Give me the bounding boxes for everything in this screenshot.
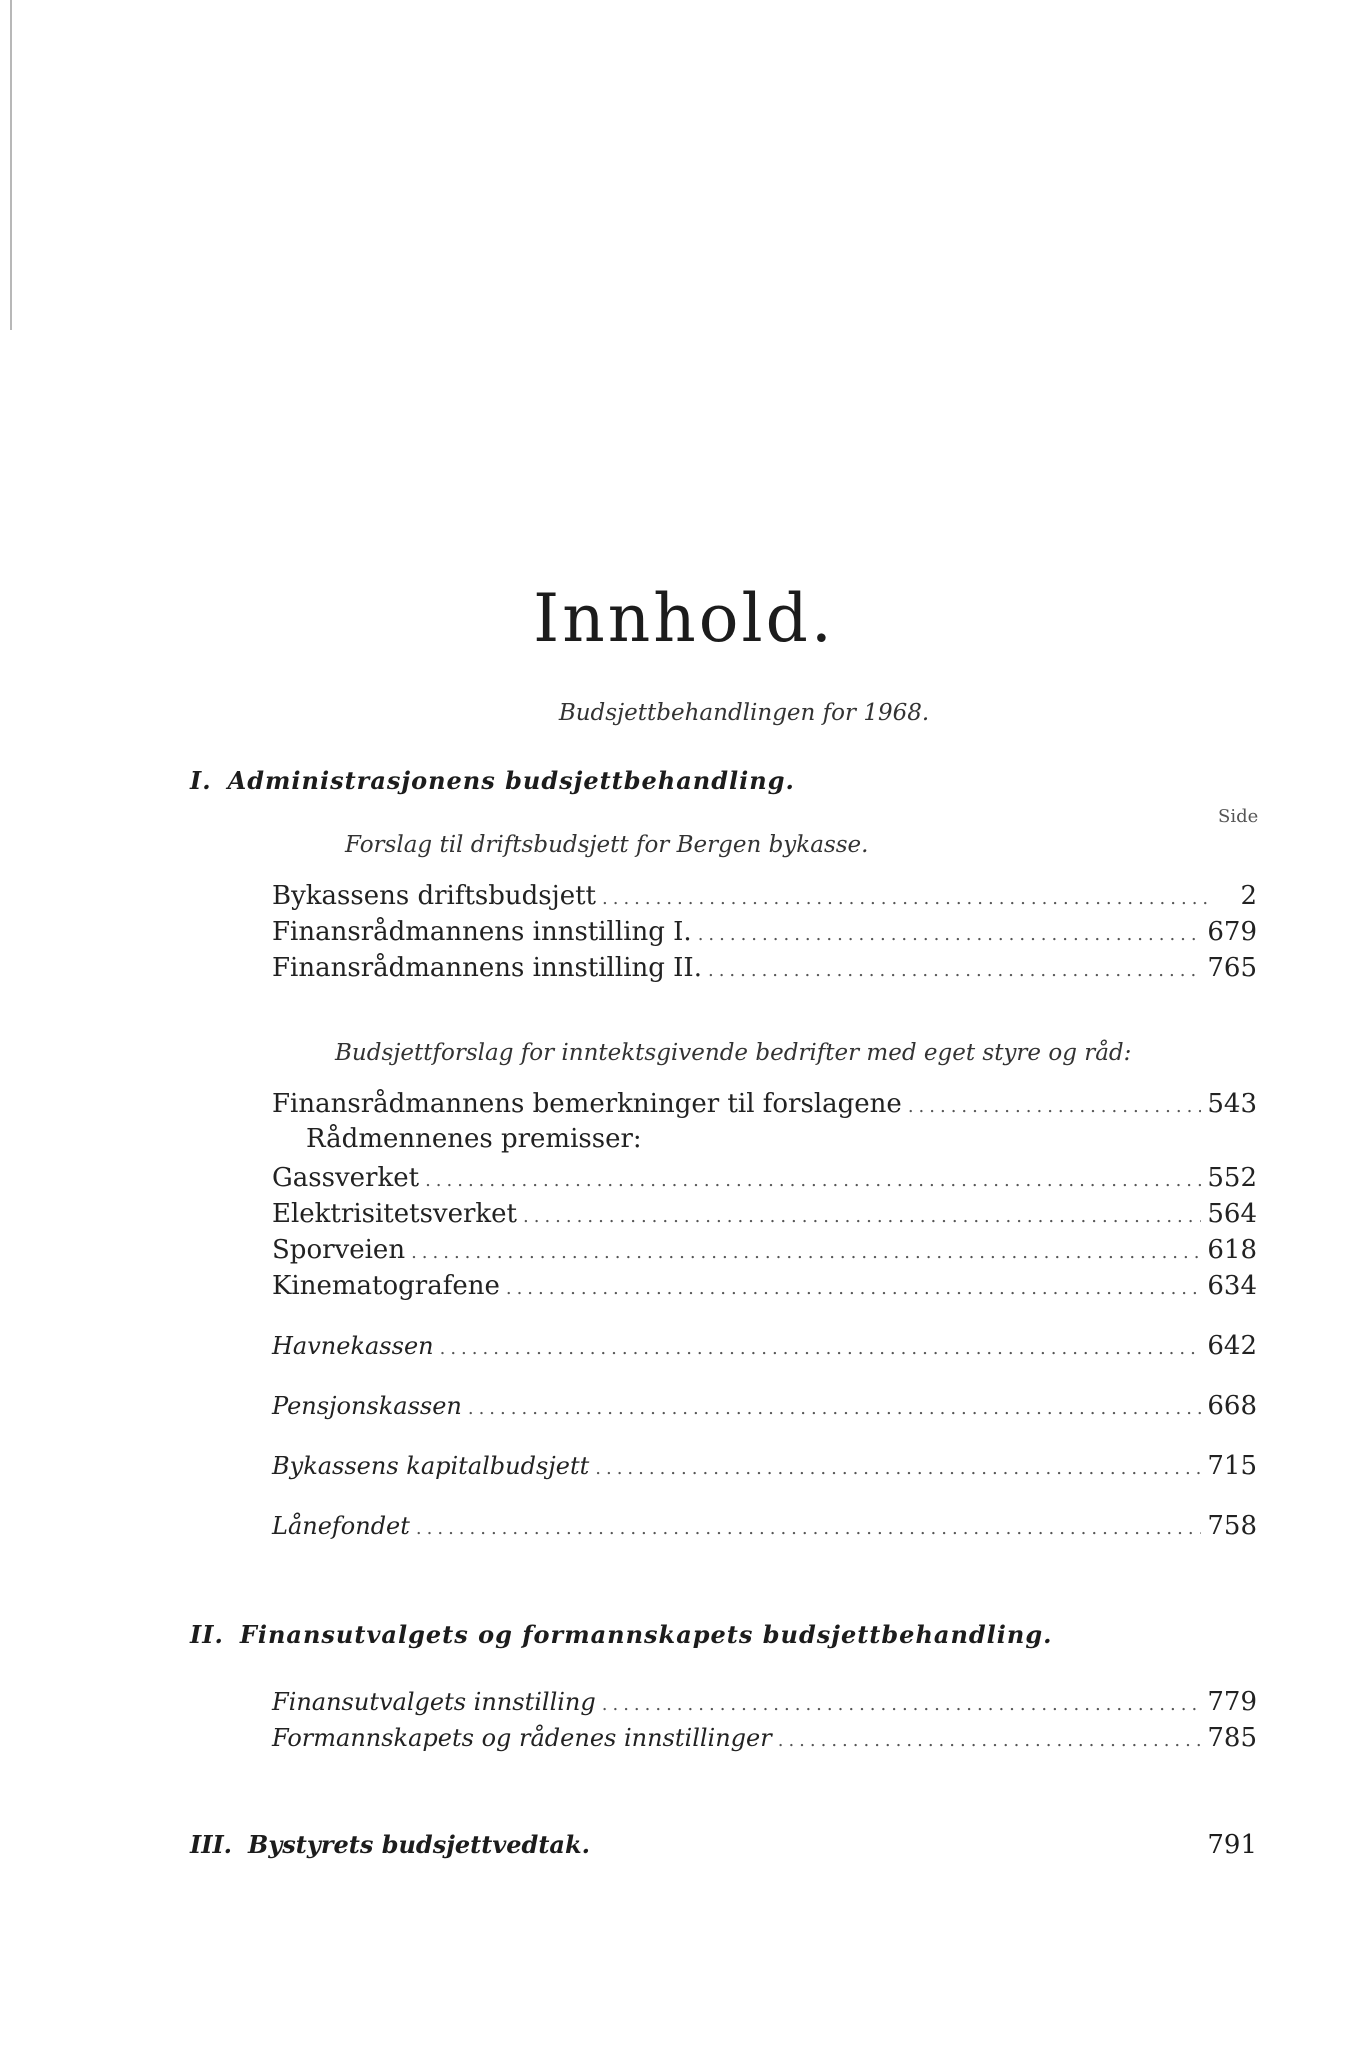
part-3-number: III. bbox=[190, 1830, 233, 1859]
entry-label: Bykassens driftsbudsjett bbox=[272, 881, 596, 911]
leader-dots bbox=[523, 1199, 1201, 1235]
entry-page: 618 bbox=[1207, 1235, 1257, 1265]
part-2-heading bbox=[190, 1620, 1053, 1649]
entry-label: Elektrisitetsverket bbox=[272, 1199, 518, 1229]
section-2-heading: Budsjettforslag for inntektsgivende bedrifter med eget styre og råd: bbox=[335, 1040, 1132, 1066]
leader-dots bbox=[425, 1163, 1201, 1199]
toc-entry[interactable] bbox=[272, 1196, 1257, 1232]
page-title: Innhold. bbox=[533, 580, 835, 657]
subtitle: Budsjettbehandlingen for 1968. bbox=[558, 700, 930, 726]
section-1-heading: Forslag til driftsbudsjett for Bergen bykasse. bbox=[345, 832, 869, 858]
part-1-number: I. bbox=[190, 766, 212, 795]
entry-label: Finansrådmannens innstilling I. bbox=[272, 917, 692, 947]
entry-label: Kinematografene bbox=[272, 1271, 500, 1301]
toc-entry[interactable] bbox=[272, 1232, 1257, 1268]
leader-dots bbox=[416, 1511, 1201, 1547]
entry-label: Formannskapets og rådenes innstillinger bbox=[272, 1724, 772, 1752]
entry-label: Havnekassen bbox=[272, 1332, 434, 1360]
entry-page: 552 bbox=[1207, 1163, 1257, 1193]
entry-page: 758 bbox=[1207, 1511, 1257, 1541]
scan-edge-line bbox=[10, 0, 12, 330]
entry-label: Finansrådmannens innstilling II. bbox=[272, 953, 702, 983]
toc-entry[interactable] bbox=[272, 1720, 1257, 1756]
entry-page: 779 bbox=[1207, 1687, 1257, 1717]
part-3-title: Bystyrets budsjettvedtak. bbox=[248, 1830, 590, 1859]
entry-label: Bykassens kapitalbudsjett bbox=[272, 1452, 590, 1480]
entry-page: 715 bbox=[1207, 1451, 1257, 1481]
entry-label: Gassverket bbox=[272, 1163, 420, 1193]
part-3-page: 791 bbox=[1207, 1830, 1257, 1860]
entry-label: Finansutvalgets innstilling bbox=[272, 1688, 596, 1716]
subsection-heading: Rådmennenes premisser: bbox=[306, 1124, 642, 1154]
toc-entry[interactable] bbox=[272, 1086, 1257, 1122]
leader-dots bbox=[440, 1331, 1202, 1367]
toc-entry[interactable] bbox=[272, 1268, 1257, 1304]
entry-page: 634 bbox=[1207, 1271, 1257, 1301]
part-2-number: II. bbox=[190, 1620, 224, 1649]
entry-label: Finansrådmannens bemerkninger til forslagene bbox=[272, 1089, 902, 1119]
entry-label: Lånefondet bbox=[272, 1512, 410, 1540]
part-2-title: Finansutvalgets og formannskapets budsjettbehandling. bbox=[239, 1620, 1053, 1649]
entry-page: 668 bbox=[1207, 1391, 1257, 1421]
toc-entry[interactable] bbox=[272, 950, 1257, 986]
part-1-heading bbox=[190, 766, 795, 795]
entry-page: 543 bbox=[1207, 1089, 1257, 1119]
leader-dots bbox=[908, 1089, 1202, 1125]
entry-label: Pensjonskassen bbox=[272, 1392, 462, 1420]
toc-entry[interactable] bbox=[272, 1508, 1257, 1544]
entry-page: 564 bbox=[1207, 1199, 1257, 1229]
entry-page: 785 bbox=[1207, 1723, 1257, 1753]
part-3-heading[interactable] bbox=[190, 1830, 1257, 1860]
toc-entry[interactable] bbox=[272, 1388, 1257, 1424]
leader-dots bbox=[468, 1391, 1202, 1427]
leader-dots bbox=[708, 953, 1201, 989]
entry-page: 2 bbox=[1240, 881, 1257, 911]
side-column-label: Side bbox=[1218, 806, 1259, 827]
leader-dots bbox=[698, 917, 1202, 953]
entry-page: 765 bbox=[1207, 953, 1257, 983]
leader-dots bbox=[778, 1723, 1202, 1759]
leader-dots bbox=[506, 1271, 1202, 1307]
toc-entry[interactable] bbox=[272, 878, 1257, 914]
leader-dots bbox=[595, 1451, 1201, 1487]
toc-entry[interactable] bbox=[272, 1684, 1257, 1720]
toc-entry[interactable] bbox=[272, 1160, 1257, 1196]
entry-page: 679 bbox=[1207, 917, 1257, 947]
toc-entry[interactable] bbox=[272, 914, 1257, 950]
leader-dots bbox=[602, 881, 1207, 917]
toc-entry[interactable] bbox=[272, 1448, 1257, 1484]
entry-page: 642 bbox=[1207, 1331, 1257, 1361]
part-1-title: Administrasjonens budsjettbehandling. bbox=[227, 766, 795, 795]
leader-dots bbox=[602, 1687, 1202, 1723]
toc-entry[interactable] bbox=[272, 1328, 1257, 1364]
leader-dots bbox=[411, 1235, 1201, 1271]
entry-label: Sporveien bbox=[272, 1235, 406, 1265]
